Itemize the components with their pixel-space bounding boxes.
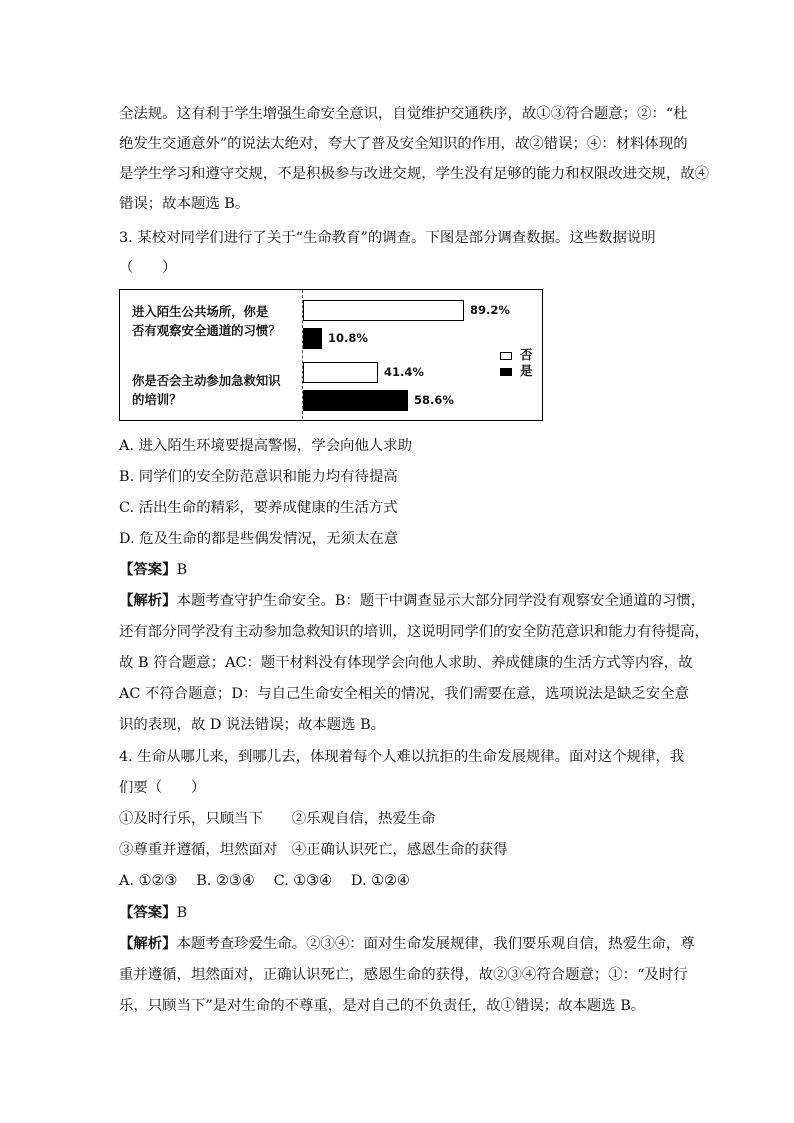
chart-bar-yes [303,390,408,411]
question-3-stem: 3. 某校对同学们进行了关于“生命教育”的调查。下图是部分调查数据。这些数据说明 [119,230,656,246]
option-d: D. 危及生命的都是些偶发情况，无须太在意 [119,531,399,547]
text-line: 绝发生交通意外”的说法太绝对，夸大了普及安全知识的作用，故②错误；④：材料体现的 [119,136,688,152]
chart-data-label: 41.4% [384,365,424,379]
legend-label: 是 [520,363,533,378]
analysis-line: 重并遵循，坦然面对，正确认识死亡，感恩生命的获得，故②③④符合题意；①：“及时行 [119,967,688,983]
analysis-line [119,591,705,611]
text-line: 错误；故本题选 B。 [119,196,250,212]
chart-data-label: 58.6% [414,393,454,407]
answer-tag: 【答案】 [119,904,177,921]
analysis-line: AC 不符合题意；D：与自己生命安全相关的情况，我们需要在意，选项说法是缺乏安全意 [119,686,689,702]
chart-legend-item [500,348,533,362]
chart-legend-item [500,364,533,378]
answer-line [119,560,187,580]
analysis-line: 识的表现，故 D 说法错误；故本题选 B。 [119,717,386,733]
chart-category-label: 进入陌生公共场所，你是 [132,304,269,319]
chart-bar-yes [303,328,322,349]
chart-data-label: 89.2% [470,303,510,317]
chart-category-label: 的培训？ [132,392,182,407]
legend-swatch-no [500,352,512,360]
analysis-line: 乐，只顾当下”是对生命的不尊重，是对自己的不负责任，故①错误；故本题选 B。 [119,998,646,1014]
question-3-paren: （ ） [119,260,177,276]
analysis-line: 故 B 符合题意；AC：题干材料没有体现学会向他人求助、养成健康的生活方式等内容，故 [119,655,693,671]
question-4-options: A. ①②③ B. ②③④ C. ①③④ D. ①②④ [119,873,410,889]
chart-category-label: 否有观察安全通道的习惯？ [132,323,281,338]
analysis-text: 本题考查守护生命安全。B：题干中调查显示大部分同学没有观察安全通道的习惯， [176,593,706,609]
option-b: B. 同学们的安全防范意识和能力均有待提高 [119,469,398,485]
option-a: A. 进入陌生环境要提高警惕，学会向他人求助 [119,438,412,454]
analysis-text: 本题考查珍爱生命。②③④：面对生命发展规律，我们要乐观自信，热爱生命，尊 [176,936,695,952]
analysis-line: 还有部分同学没有主动参加急救知识的培训，这说明同学们的安全防范意识和能力有待提高， [119,624,710,640]
chart-category-label: 你是否会主动参加急救知识 [132,373,281,388]
analysis-tag: 【解析】 [119,935,177,952]
question-4-stem: 们要（ ） [119,780,206,796]
chart-data-label: 10.8% [328,331,368,345]
analysis-tag: 【解析】 [119,592,177,609]
question-4-choices: ③尊重并遵循，坦然面对 ④正确认识死亡，感恩生命的获得 [119,842,508,858]
answer-value: B [176,562,188,578]
analysis-line [119,934,695,954]
chart-bar-no [303,300,464,321]
question-4-choices: ①及时行乐，只顾当下 ②乐观自信，热爱生命 [119,811,436,827]
survey-bar-chart [119,289,543,421]
question-4-stem: 4. 生命从哪儿来，到哪儿去，体现着每个人难以抗拒的生命发展规律。面对这个规律，我 [119,749,685,765]
text-line: 是学生学习和遵守交规，不是积极参与改进交规，学生没有足够的能力和权限改进交规，故④ [119,166,710,182]
legend-label: 否 [520,347,533,362]
option-c: C. 活出生命的精彩，要养成健康的生活方式 [119,500,398,516]
chart-bar-no [303,362,378,383]
answer-tag: 【答案】 [119,561,177,578]
legend-swatch-yes [500,368,512,376]
answer-value: B [176,905,188,921]
text-line: 全法规。这有利于学生增强生命安全意识，自觉维护交通秩序，故①③符合题意；②：“杜 [119,106,688,122]
answer-line [119,903,187,923]
